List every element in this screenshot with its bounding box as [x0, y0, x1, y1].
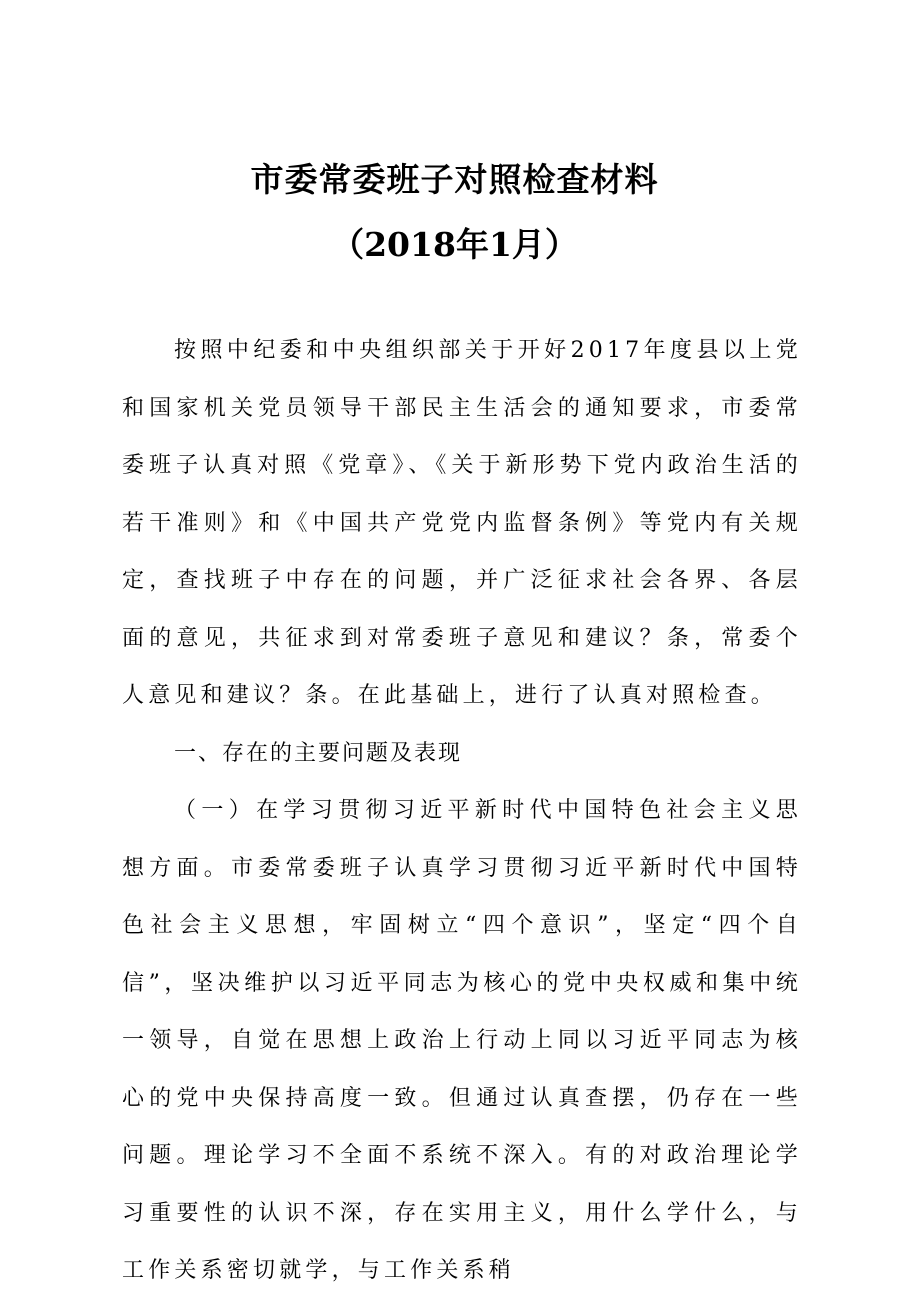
section-heading: 一、存在的主要问题及表现: [174, 740, 463, 766]
document-body: [122, 322, 802, 1300]
document-title: 市委常委班子对照检查材料: [250, 160, 659, 199]
intro-paragraph: 按照中纪委和中央组织部关于开好2017年度县以上党和国家机关党员领导干部民主生活会的通知要求，市委常委班子认真对照《党章》、《关于新形势下党内政治生活的若干准则》和《中国共产党党内监督条例》等党内有关规定，查找班子中存在的问题，并广泛征求社会各界、各层面的意见，共征求到对常委班子意见和建议？条，常委个人意见和建议？条。在此基础上，进行了认真对照检查。: [122, 338, 802, 708]
subsection-paragraph: （一）在学习贯彻习近平新时代中国特色社会主义思想方面。市委常委班子认真学习贯彻习近平新时代中国特色社会主义思想，牢固树立“四个意识”，坚定“四个自信”，坚决维护以习近平同志为核心的党中央权威和集中统一领导，自觉在思想上政治上行动上同以习近平同志为核心的党中央保持高度一致。但通过认真查摆，仍存在一些问题。理论学习不全面不系统不深入。有的对政治理论学习重要性的认识不深，存在实用主义，用什么学什么，与工作关系密切就学，与工作关系稍: [122, 798, 802, 1283]
document-date: （2018年1月）: [331, 225, 578, 264]
